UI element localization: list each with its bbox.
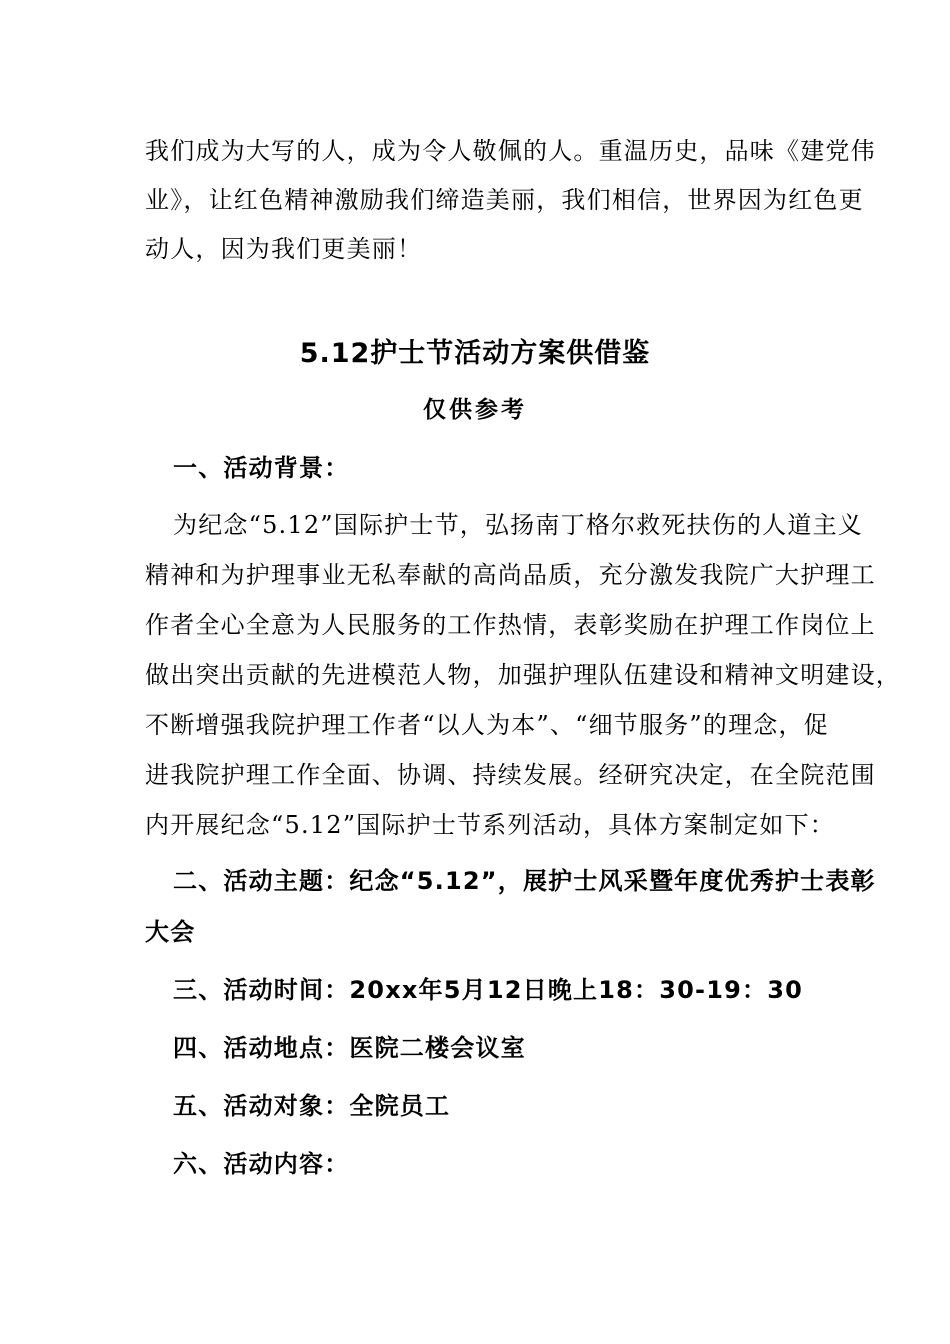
intro-line-1: 我们成为大写的人，成为令人敬佩的人。重温历史，品味《建党伟 [145, 137, 876, 165]
section-1-line-1: 为纪念“5.12”国际护士节，弘扬南丁格尔救死扶伤的人道主义 [173, 511, 863, 539]
section-1-line-7: 内开展纪念“5.12”国际护士节系列活动，具体方案制定如下： [145, 811, 835, 839]
section-4-location: 四、活动地点：医院二楼会议室 [173, 1034, 526, 1062]
section-1-line-2: 精神和为护理事业无私奉献的高尚品质，充分激发我院广大护理工 [145, 561, 876, 589]
document-title: 5.12护士节活动方案供借鉴 [299, 338, 651, 369]
section-1-line-3: 作者全心全意为人民服务的工作热情，表彰奖励在护理工作岗位上 [145, 611, 876, 639]
section-3-time: 三、活动时间：20xx年5月12日晚上18：30-19：30 [173, 976, 804, 1004]
section-1-line-4: 做出突出贡献的先进模范人物，加强护理队伍建设和精神文明建设， [145, 661, 901, 689]
intro-line-2: 业》，让红色精神激励我们缔造美丽，我们相信，世界因为红色更 [145, 186, 864, 214]
document-subtitle: 仅供参考 [423, 397, 527, 423]
section-1-line-6: 进我院护理工作全面、协调、持续发展。经研究决定，在全院范围 [145, 761, 876, 789]
intro-line-3: 动人，因为我们更美丽！ [145, 235, 423, 263]
section-2-line-1: 二、活动主题：纪念“5.12”，展护士风采暨年度优秀护士表彰 [173, 867, 876, 895]
section-1-heading: 一、活动背景： [173, 454, 350, 482]
section-2-line-2: 大会 [145, 918, 196, 946]
section-6-content-heading: 六、活动内容： [173, 1150, 350, 1178]
section-5-audience: 五、活动对象：全院员工 [173, 1092, 451, 1120]
section-1-line-5: 不断增强我院护理工作者“以人为本”、“细节服务”的理念，促 [145, 711, 829, 739]
